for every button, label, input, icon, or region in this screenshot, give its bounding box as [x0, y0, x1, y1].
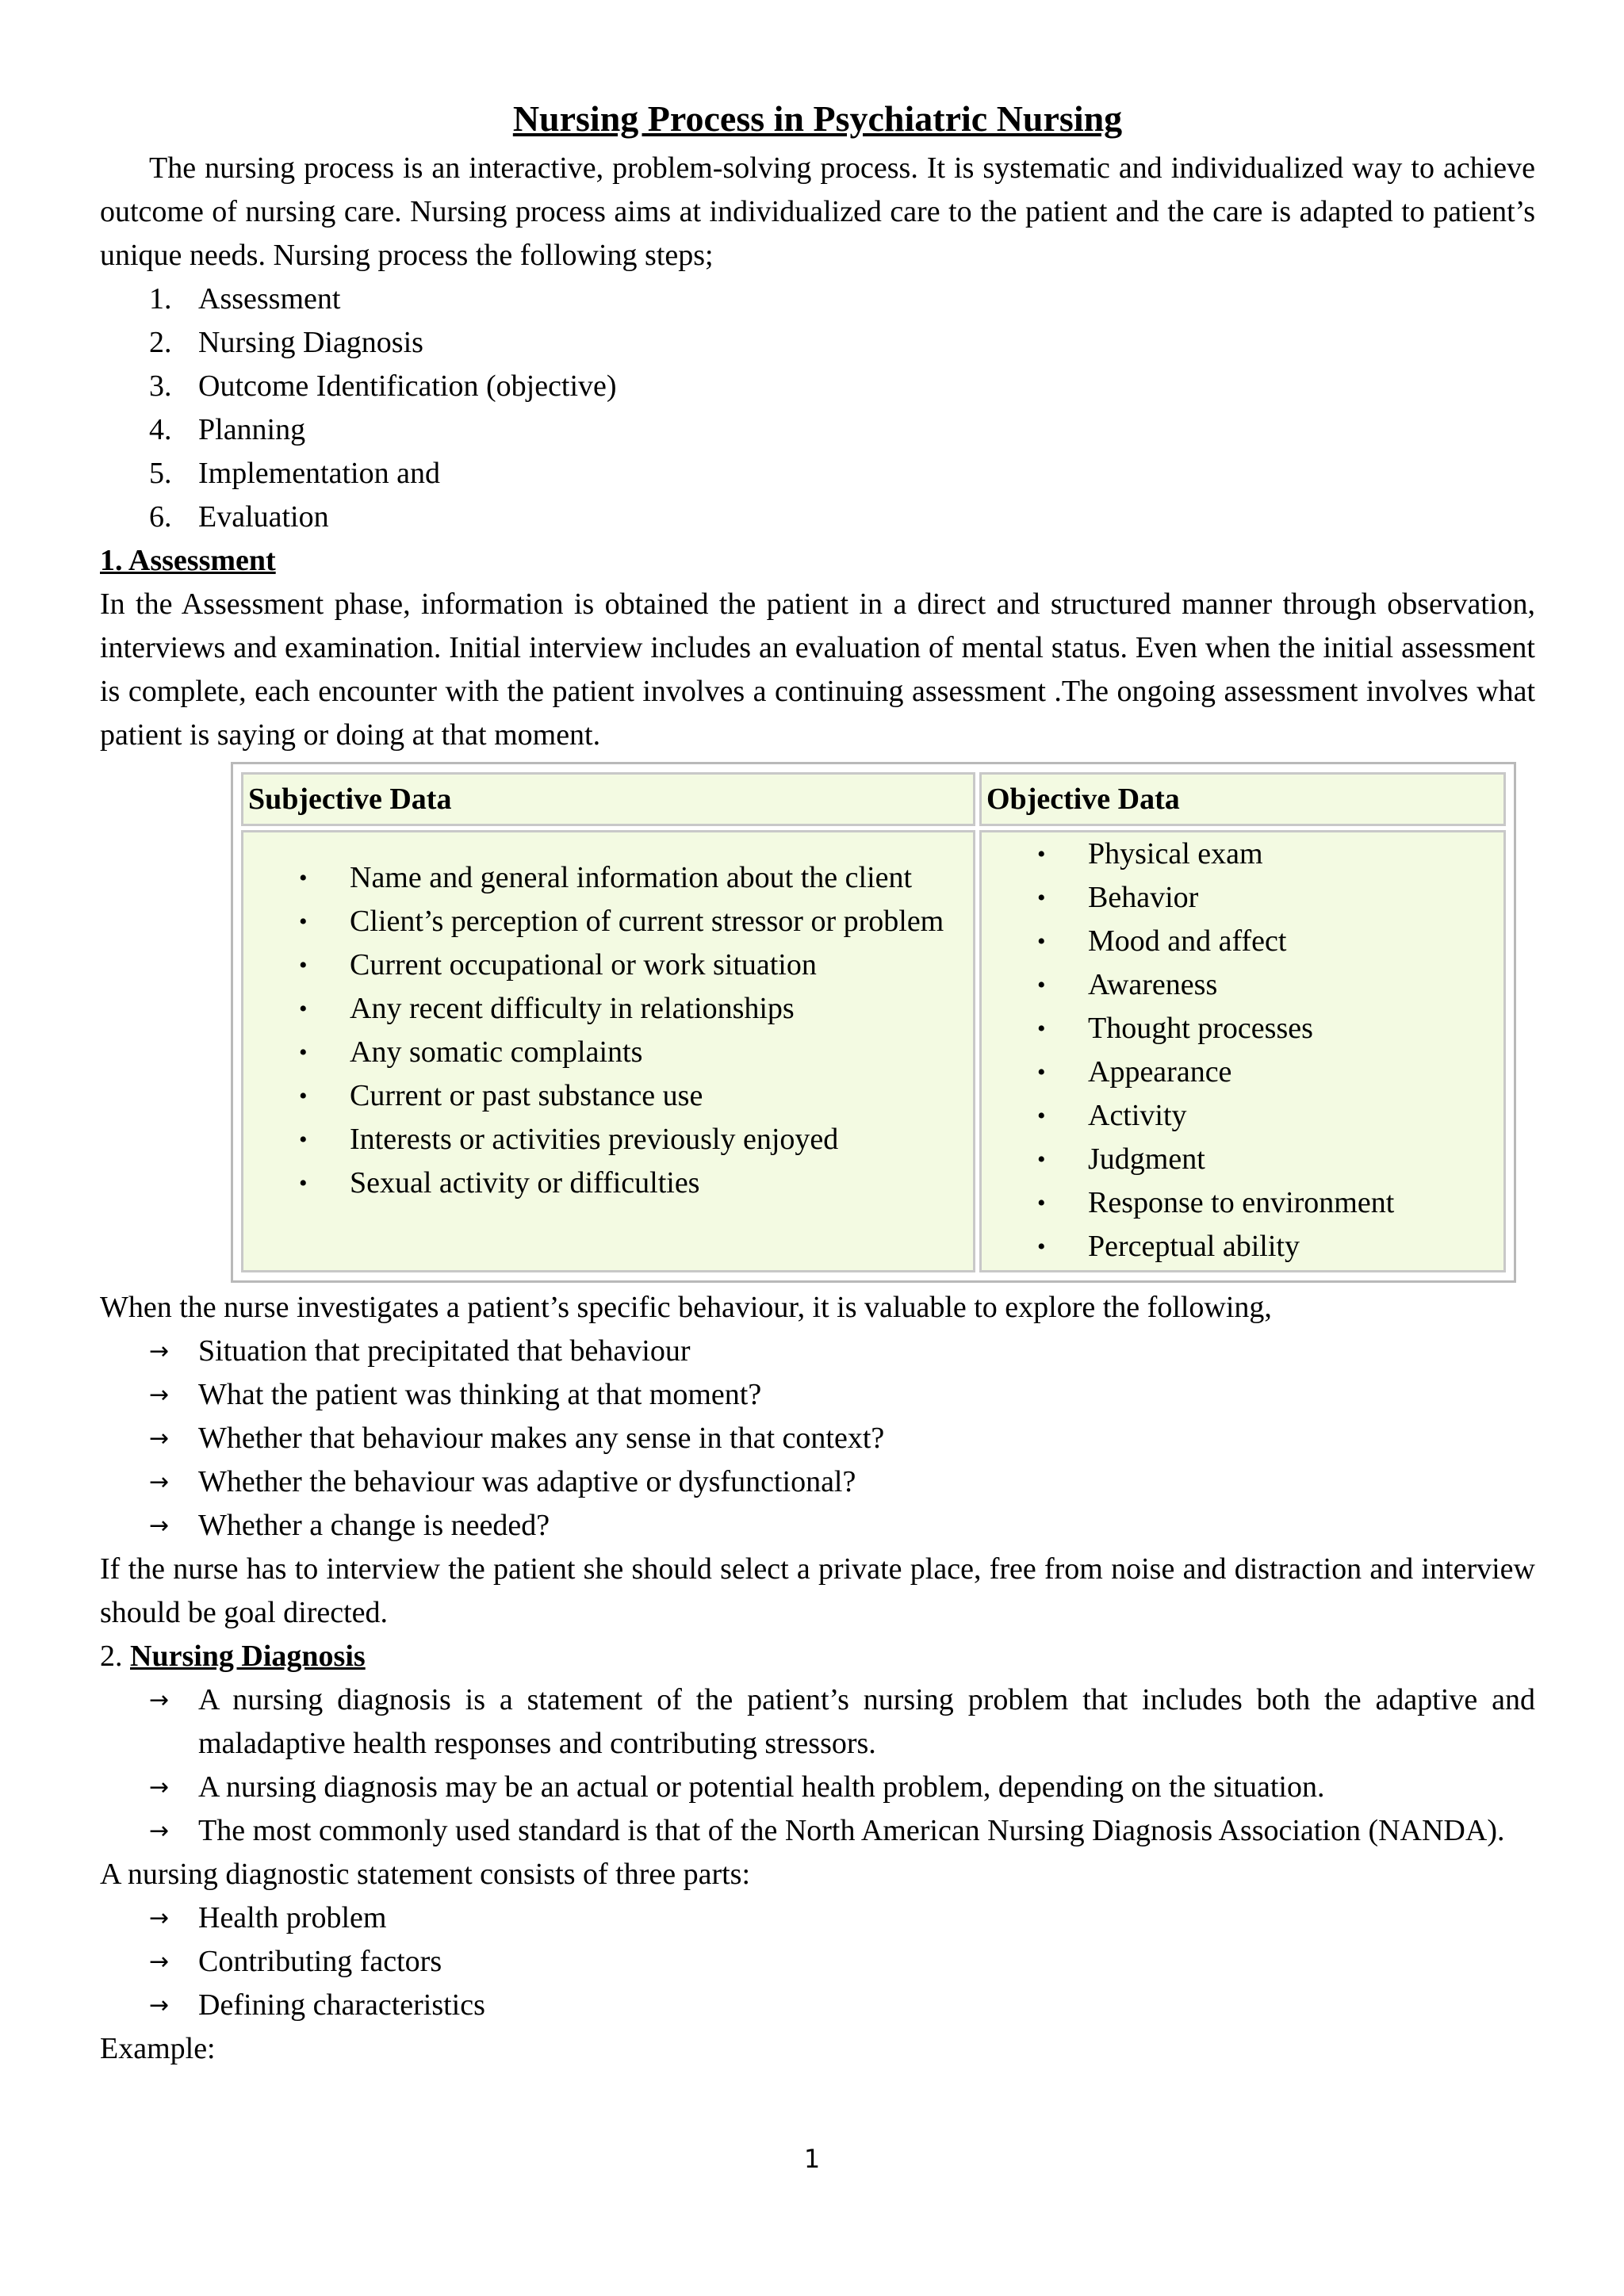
list-item: → A nursing diagnosis is a statement of the patient’s nursing problem that includes both the adaptive and maladaptive health responses and contributing stressors.	[100, 1678, 1535, 1766]
arrow-icon: →	[149, 1817, 170, 1845]
bullet-icon: •	[299, 996, 308, 1022]
list-item: → Situation that precipitated that behaviour	[100, 1330, 1535, 1373]
bullet-icon: •	[1037, 1146, 1046, 1173]
arrow-icon: →	[149, 1381, 170, 1409]
bullet-icon: •	[299, 1127, 308, 1153]
bullet-icon: •	[1037, 928, 1046, 955]
behaviour-list	[100, 1330, 1535, 1548]
list-item-label: Nursing Diagnosis	[198, 326, 423, 359]
bullet-icon: •	[1037, 1059, 1046, 1085]
list-number: 2.	[149, 326, 172, 359]
bullet-icon: •	[299, 1039, 308, 1066]
list-item: → A nursing diagnosis may be an actual or potential health problem, depending on the situation.	[100, 1766, 1535, 1809]
diagnosis-list	[100, 1678, 1535, 1853]
list-item-label: Planning	[198, 413, 306, 446]
list-item-label: Evaluation	[198, 500, 329, 534]
list-item: • Sexual activity or difficulties	[248, 1161, 968, 1205]
list-number: 3.	[149, 369, 172, 403]
objective-header: Objective Data	[979, 772, 1506, 826]
list-item: • Awareness	[986, 963, 1499, 1007]
behaviour-intro: When the nurse investigates a patient’s specific behaviour, it is valuable to explore the following,	[100, 1291, 1272, 1324]
list-number: 5.	[149, 457, 172, 490]
statement-parts-list	[100, 1896, 1535, 2027]
list-item-label: Implementation and	[198, 457, 440, 490]
list-item: → Whether that behaviour makes any sense in that context?	[100, 1417, 1535, 1460]
list-item-label: Assessment	[198, 282, 341, 316]
page-content	[100, 91, 1535, 2071]
list-item: • Mood and affect	[986, 920, 1499, 963]
list-item: • Judgment	[986, 1138, 1499, 1181]
diagnosis-heading-line	[100, 1635, 1535, 1678]
list-item	[100, 321, 1535, 365]
example-label: Example:	[100, 2032, 216, 2065]
list-item: • Name and general information about the client	[248, 856, 968, 900]
list-item: • Response to environment	[986, 1181, 1499, 1225]
bullet-icon: •	[1037, 1190, 1046, 1216]
statement-intro: A nursing diagnostic statement consists of three parts:	[100, 1858, 751, 1891]
subjective-cell	[241, 830, 975, 1272]
assessment-paragraph: In the Assessment phase, information is obtained the patient in a direct and structured manner through observation, interviews and examination. Initial interview includes an evaluation of mental status. Even when the initial assessment is complete, each encounter with the patient involves a continuing assessment .The ongoing assessment involves what patient is saying or doing at that moment.	[100, 587, 1535, 752]
list-item: • Any somatic complaints	[248, 1031, 968, 1074]
intro-paragraph: The nursing process is an interactive, problem-solving process. It is systematic and individualized way to achieve outcome of nursing care. Nursing process aims at individualized care to the patient and the care is adapted to patient’s unique needs. Nursing process the following steps;	[100, 151, 1535, 272]
list-item	[100, 408, 1535, 452]
bullet-icon: •	[1037, 972, 1046, 998]
arrow-icon: →	[149, 1512, 170, 1540]
list-item: • Appearance	[986, 1050, 1499, 1094]
page-number: 1	[803, 2144, 821, 2174]
data-table	[231, 762, 1516, 1283]
list-item: → Whether a change is needed?	[100, 1504, 1535, 1548]
list-item: • Client’s perception of current stressor or problem	[248, 900, 968, 943]
assessment-heading: 1. Assessment	[100, 544, 276, 577]
bullet-icon: •	[299, 1083, 308, 1109]
steps-list	[100, 277, 1535, 539]
arrow-icon: →	[149, 1337, 170, 1365]
arrow-icon: →	[149, 1774, 170, 1801]
bullet-icon: •	[1037, 885, 1046, 911]
list-item: → Health problem	[100, 1896, 1535, 1940]
bullet-icon: •	[299, 952, 308, 978]
arrow-icon: →	[149, 1992, 170, 2019]
list-item: → What the patient was thinking at that moment?	[100, 1373, 1535, 1417]
page-title: Nursing Process in Psychiatric Nursing	[512, 98, 1123, 139]
objective-list	[986, 832, 1499, 1270]
arrow-icon: →	[149, 1904, 170, 1932]
bullet-icon: •	[1037, 1103, 1046, 1129]
list-item: • Physical exam	[986, 832, 1499, 876]
list-item	[100, 277, 1535, 321]
list-item: → Whether the behaviour was adaptive or dysfunctional?	[100, 1460, 1535, 1504]
list-item: → Defining characteristics	[100, 1984, 1535, 2027]
list-item	[100, 496, 1535, 539]
list-item	[100, 452, 1535, 496]
interview-paragraph: If the nurse has to interview the patient she should select a private place, free from noise and distraction and interview should be goal directed.	[100, 1552, 1535, 1629]
list-item: → The most commonly used standard is that of the North American Nursing Diagnosis Association (NANDA).	[100, 1809, 1535, 1853]
bullet-icon: •	[1037, 1016, 1046, 1042]
bullet-icon: •	[1037, 841, 1046, 867]
list-item: • Perceptual ability	[986, 1225, 1499, 1269]
bullet-icon: •	[299, 865, 308, 891]
bullet-icon: •	[1037, 1234, 1046, 1260]
list-item: • Activity	[986, 1094, 1499, 1138]
objective-cell	[979, 830, 1506, 1272]
list-number: 1.	[149, 282, 172, 316]
diagnosis-heading: Nursing Diagnosis	[130, 1640, 366, 1673]
diagnosis-number: 2.	[100, 1640, 123, 1673]
list-item: • Interests or activities previously enjoyed	[248, 1118, 968, 1161]
bullet-icon: •	[299, 909, 308, 935]
list-number: 6.	[149, 500, 172, 534]
list-item: • Behavior	[986, 876, 1499, 920]
arrow-icon: →	[149, 1948, 170, 1976]
list-item-label: Outcome Identification (objective)	[198, 369, 617, 403]
list-item: • Current or past substance use	[248, 1074, 968, 1118]
subjective-list	[248, 832, 968, 1229]
list-item	[100, 365, 1535, 408]
bullet-icon: •	[299, 1170, 308, 1196]
list-item: • Current occupational or work situation	[248, 943, 968, 987]
arrow-icon: →	[149, 1425, 170, 1452]
list-item: • Thought processes	[986, 1007, 1499, 1050]
list-item: • Any recent difficulty in relationships	[248, 987, 968, 1031]
list-item: → Contributing factors	[100, 1940, 1535, 1984]
arrow-icon: →	[149, 1468, 170, 1496]
subjective-header: Subjective Data	[241, 772, 975, 826]
list-number: 4.	[149, 413, 172, 446]
arrow-icon: →	[149, 1686, 170, 1714]
